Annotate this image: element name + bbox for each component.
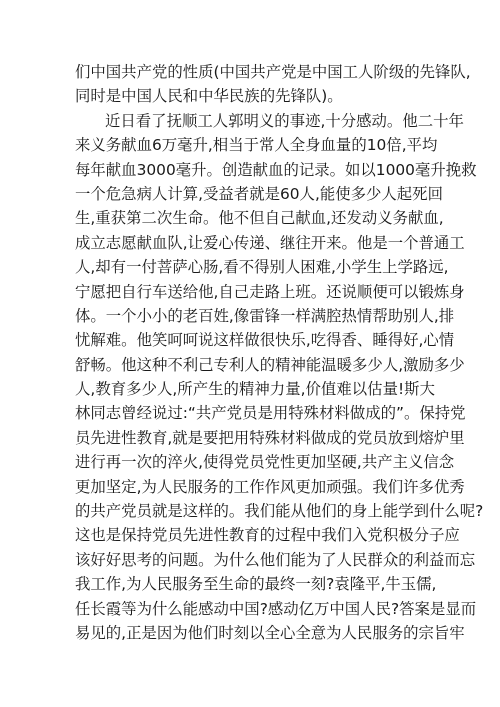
- text-line: 一个危急病人计算,受益者就是60人,能使多少人起死回: [75, 184, 443, 203]
- text-line: 任长霞等为什么能感动中国?感动亿万中国人民?答案是显而: [75, 599, 477, 618]
- text-line: 人,却有一付菩萨心肠,看不得别人困难,小学生上学路远,: [75, 258, 449, 277]
- text-line: 林同志曾经说过:“共产党员是用特殊材料做成的”。保持党: [75, 404, 466, 423]
- text-line: 舒畅。他这种不利己专利人的精神能温暖多少人,激励多少: [75, 355, 465, 374]
- text-line: 易见的,正是因为他们时刻以全心全意为人民服务的宗旨牢: [75, 623, 465, 642]
- document-body: [75, 60, 484, 645]
- text-line: 这也是保持党员先进性教育的过程中我们入党积极分子应: [75, 526, 460, 545]
- text-line: 宁愿把自行车送给他,自己走路上班。还说顺便可以锻炼身: [75, 282, 465, 301]
- text-line: 更加坚定,为人民服务的工作作风更加顽强。我们许多优秀: [75, 477, 465, 496]
- text-line: 忧解难。他笑呵呵说这样做很快乐,吃得香、睡得好,心情: [75, 331, 455, 350]
- text-line: 我工作,为人民服务至生命的最终一刻?袁隆平,牛玉儒,: [75, 575, 437, 594]
- text-line: 成立志愿献血队,让爱心传递、继往开来。他是一个普通工: [75, 233, 465, 252]
- text-line: 们中国共产党的性质(中国共产党是中国工人阶级的先锋队,: [75, 63, 471, 81]
- paragraph-first-line: 近日看了抚顺工人郭明义的事迹,十分感动。他二十年: [105, 111, 464, 130]
- text-line: 员先进性教育,就是要把用特殊材料做成的党员放到熔炉里: [75, 428, 465, 447]
- text-line: 生,重获第二次生命。他不但自己献血,还发动义务献血,: [75, 209, 444, 228]
- text-line: 该好好思考的问题。为什么他们能为了人民群众的利益而忘: [75, 550, 476, 569]
- text-line: 的共产党员就是这样的。我们能从他们的身上能学到什么呢?: [75, 502, 484, 521]
- text-line: 进行再一次的淬火,使得党员党性更加坚硬,共产主义信念: [75, 453, 455, 472]
- text-line: 同时是中国人民和中华民族的先锋队)。: [75, 87, 343, 106]
- text-line: 人,教育多少人,所产生的精神力量,价值难以估量!斯大: [75, 380, 435, 399]
- text-line: 体。一个小小的老百姓,像雷锋一样满腔热情帮助别人,排: [75, 306, 455, 325]
- text-line: 每年献血3000毫升。创造献血的记录。如以1000毫升挽救: [75, 160, 477, 179]
- text-line: 来义务献血6万毫升,相当于常人全身血量的10倍,平均: [75, 136, 438, 155]
